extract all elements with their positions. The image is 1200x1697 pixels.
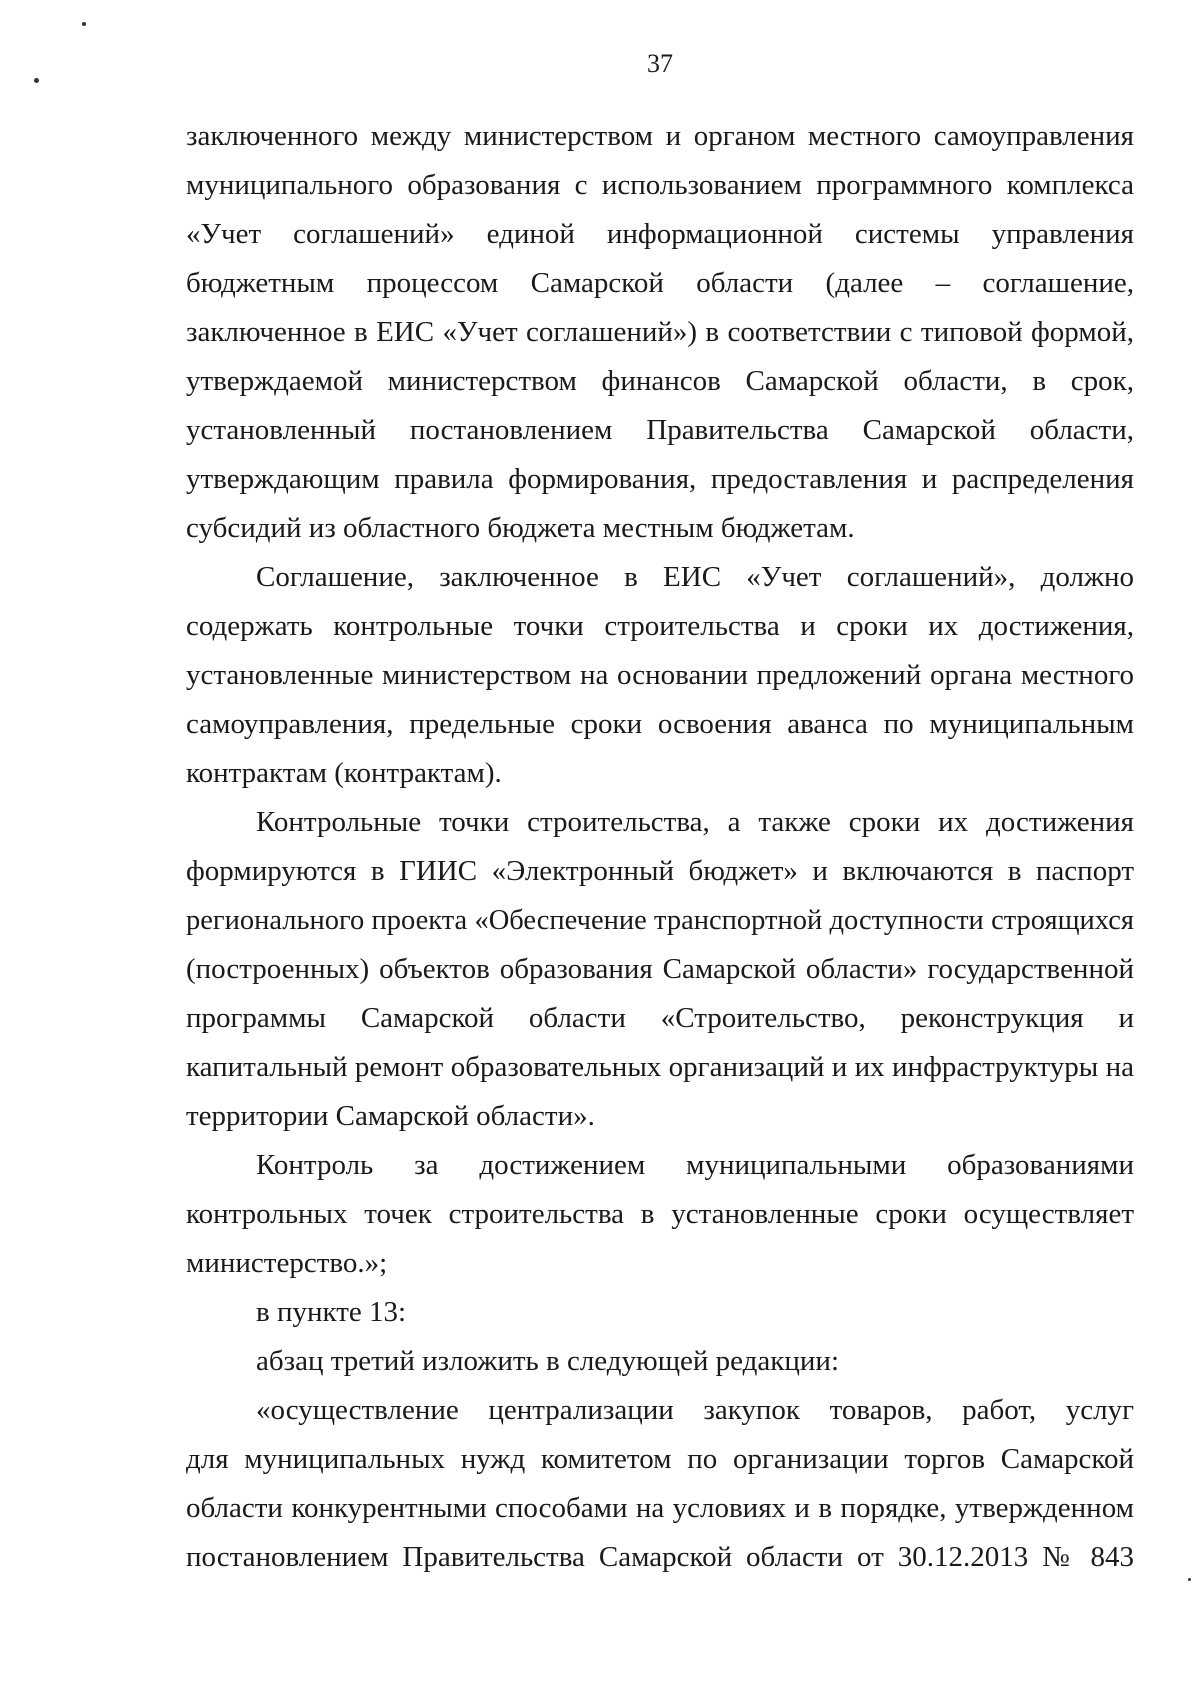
document-text [186, 112, 1134, 1582]
text-line: в пункте 13: [256, 1296, 407, 1328]
text-line: постановлением Правительства Самарской области от 30.12.2013 № 843 [186, 1541, 1134, 1573]
text-line: заключенное в ЕИС «Учет соглашений») в соответствии с типовой формой, [186, 316, 1134, 348]
text-line: утверждаемой министерством финансов Самарской области, в срок, [186, 365, 1134, 397]
scan-speck [1188, 1578, 1191, 1581]
text-line: муниципального образования с использованием программного комплекса [186, 169, 1134, 201]
text-line: (построенных) объектов образования Самарской области» государственной [186, 953, 1134, 985]
text-line: Контрольные точки строительства, а также сроки их достижения [256, 806, 1134, 838]
text-line: утверждающим правила формирования, предоставления и распределения [186, 463, 1134, 495]
text-line: субсидий из областного бюджета местным бюджетам. [186, 512, 855, 544]
text-line: области конкурентными способами на условиях и в порядке, утвержденном [186, 1492, 1134, 1524]
text-line: территории Самарской области». [186, 1100, 595, 1132]
text-line: «осуществление централизации закупок товаров, работ, услуг [256, 1394, 1134, 1426]
text-line: регионального проекта «Обеспечение транспортной доступности строящихся [186, 905, 1134, 936]
text-line: капитальный ремонт образовательных организаций и их инфраструктуры на [186, 1051, 1134, 1083]
text-line: контрактам (контрактам). [186, 757, 502, 789]
text-line: абзац третий изложить в следующей редакции: [256, 1345, 840, 1377]
page-number: 37 [647, 49, 673, 78]
text-line: программы Самарской области «Строительство, реконструкция и [186, 1002, 1134, 1034]
scan-speck [34, 78, 39, 83]
text-line: для муниципальных нужд комитетом по организации торгов Самарской [186, 1443, 1134, 1475]
scan-speck [82, 22, 86, 26]
text-line: «Учет соглашений» единой информационной системы управления [186, 218, 1134, 250]
text-line: бюджетным процессом Самарской области (далее – соглашение, [186, 267, 1134, 299]
text-line: содержать контрольные точки строительства и сроки их достижения, [186, 610, 1134, 642]
text-line: установленные министерством на основании предложений органа местного [186, 659, 1134, 691]
text-line: контрольных точек строительства в установленные сроки осуществляет [186, 1198, 1134, 1230]
text-line: формируются в ГИИС «Электронный бюджет» и включаются в паспорт [186, 855, 1134, 887]
text-line: Контроль за достижением муниципальными образованиями [256, 1149, 1134, 1181]
text-line: заключенного между министерством и органом местного самоуправления [186, 120, 1134, 152]
text-line: установленный постановлением Правительства Самарской области, [186, 414, 1134, 446]
text-line: Соглашение, заключенное в ЕИС «Учет соглашений», должно [256, 561, 1134, 593]
text-line: самоуправления, предельные сроки освоения аванса по муниципальным [186, 708, 1134, 740]
text-line: министерство.»; [186, 1247, 388, 1279]
